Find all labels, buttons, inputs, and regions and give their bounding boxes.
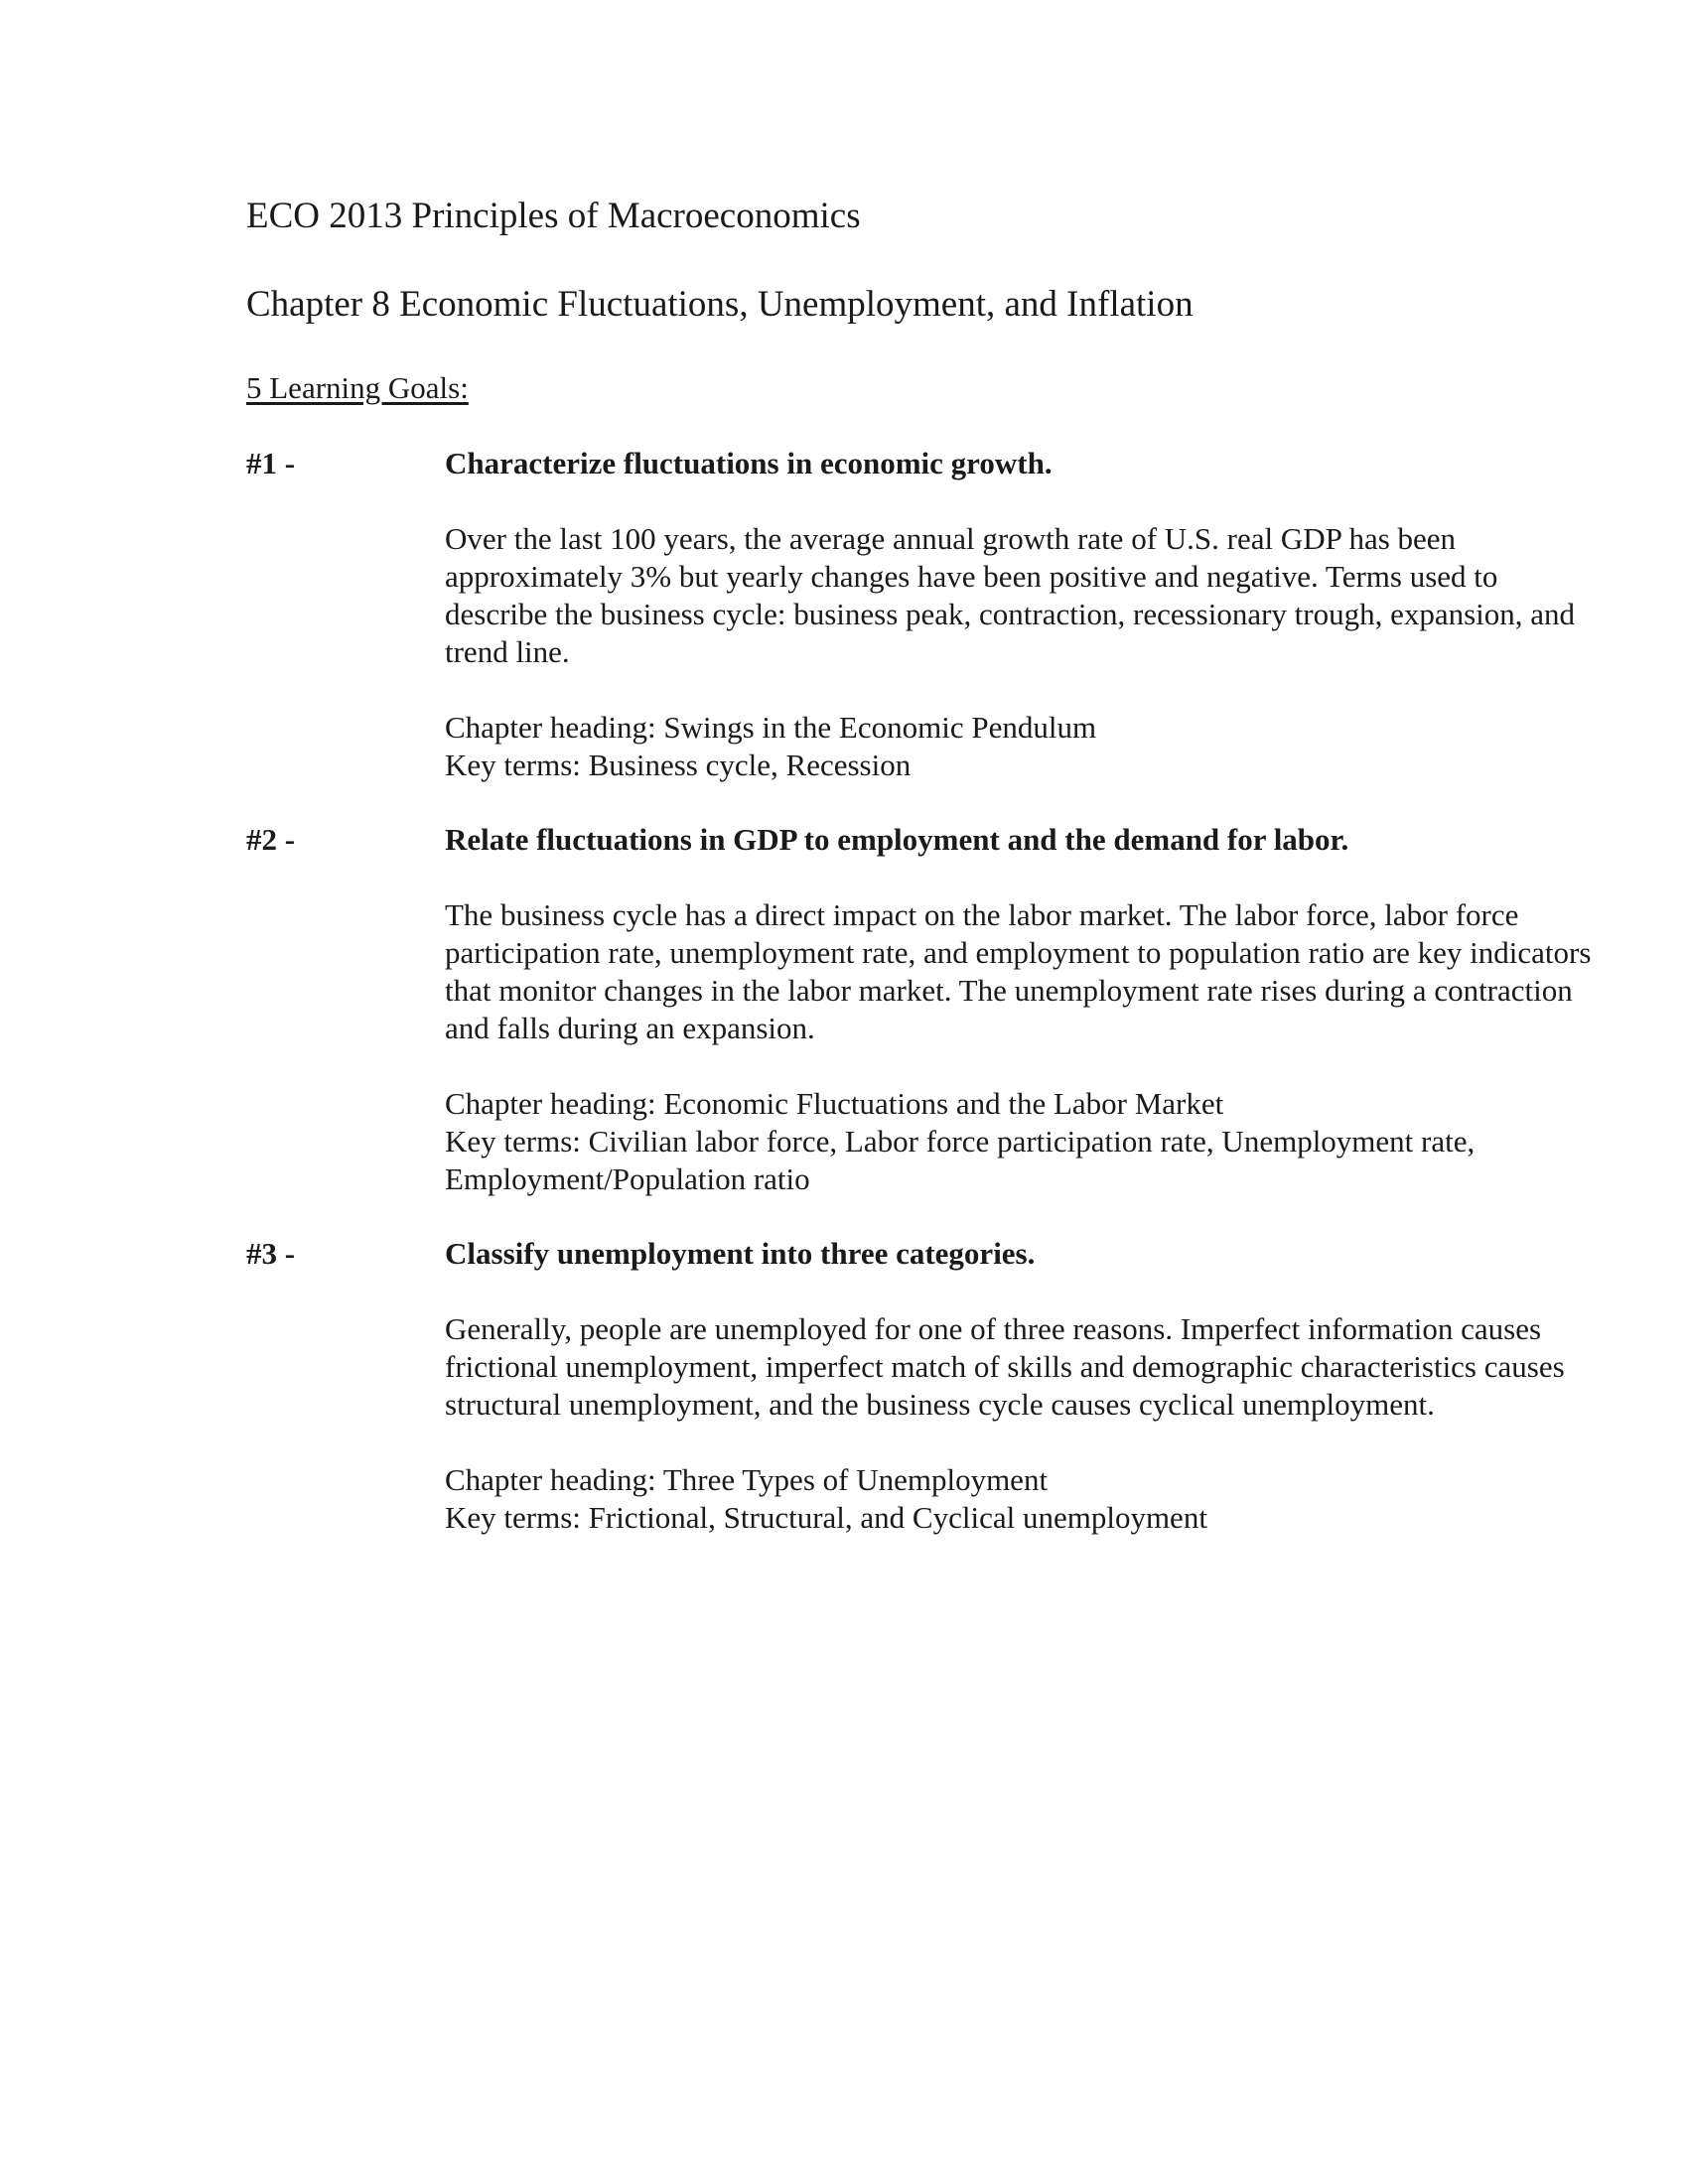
goal-number: #2 - [246, 822, 296, 857]
goal-meta [445, 1085, 1597, 1198]
goal-number: #3 - [246, 1236, 296, 1271]
goal-chapter-heading: Chapter heading: Economic Fluctuations and the Labor Market [445, 1086, 1224, 1121]
course-title: ECO 2013 Principles of Macroeconomics [246, 196, 861, 236]
goal-number: #1 - [246, 446, 296, 480]
chapter-title: Chapter 8 Economic Fluctuations, Unemployment, and Inflation [246, 284, 1194, 325]
goal-description: The business cycle has a direct impact on the labor market. The labor force, labor force participation rate, unemployment rate, and employment to population ratio are key indicators that monitor changes in the labor market. The unemployment rate rises during a contraction and falls during an expansion. [445, 897, 1592, 1045]
goal-chapter-heading: Chapter heading: Swings in the Economic Pendulum [445, 710, 1097, 745]
goal-description: Generally, people are unemployed for one of three reasons. Imperfect information causes frictional unemployment, imperfect match of skills and demographic characteristics causes structural unemployment, and the business cycle causes cyclical unemployment. [445, 1311, 1565, 1422]
goal-description: Over the last 100 years, the average annual growth rate of U.S. real GDP has been approximately 3% but yearly changes have been positive and negative. Terms used to describe the business cycle: business peak, contraction, recessionary trough, expansion, and trend line. [445, 521, 1576, 669]
goal-key-terms: Key terms: Business cycle, Recession [445, 748, 912, 782]
goal-key-terms: Key terms: Frictional, Structural, and Cyclical unemployment [445, 1500, 1207, 1535]
goal-meta [445, 1461, 1597, 1537]
goal-title: Relate fluctuations in GDP to employment and the demand for labor. [445, 822, 1349, 857]
learning-goals-heading: 5 Learning Goals: [246, 370, 469, 405]
goal-title: Characterize fluctuations in economic growth. [445, 446, 1053, 480]
goal-body [445, 445, 1597, 784]
goal-key-terms: Key terms: Civilian labor force, Labor force participation rate, Unemployment rate, Employment/Population ratio [445, 1124, 1476, 1196]
goal-body [445, 1235, 1597, 1537]
goal-meta [445, 709, 1597, 784]
goal-title: Classify unemployment into three categories. [445, 1236, 1036, 1271]
goal-chapter-heading: Chapter heading: Three Types of Unemployment [445, 1462, 1049, 1497]
goal-body [445, 821, 1597, 1198]
